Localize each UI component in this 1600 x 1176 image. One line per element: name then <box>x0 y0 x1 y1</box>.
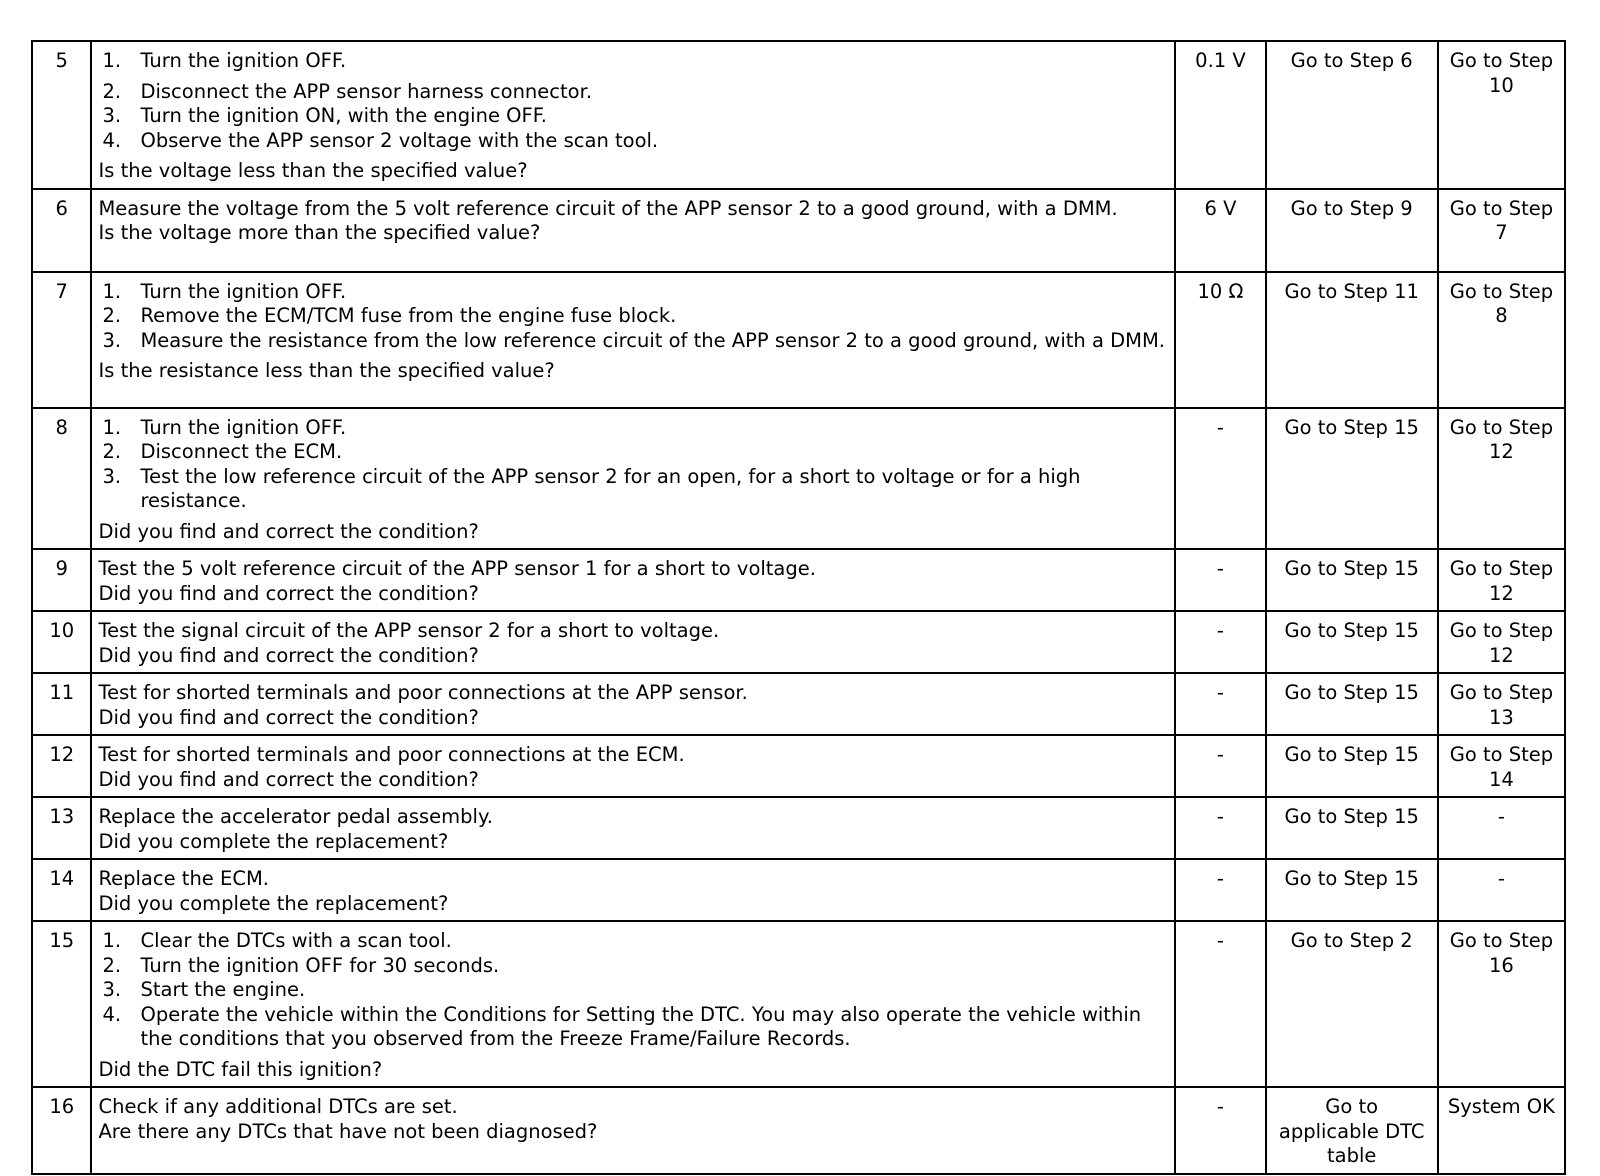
list-item: 3. Measure the resistance from the low reference circuit of the APP sensor 2 to a good ground, with a DMM. <box>102 328 1165 352</box>
step-number: 11 <box>32 673 91 735</box>
action-cell <box>91 272 1175 408</box>
action-cell <box>91 921 1175 1087</box>
yes-cell: Go to Step 15 <box>1266 549 1438 611</box>
action-cell <box>91 549 1175 611</box>
no-cell: - <box>1438 797 1565 859</box>
table-row <box>32 611 1565 673</box>
no-cell: Go to Step 8 <box>1438 272 1565 408</box>
no-cell: - <box>1438 859 1565 921</box>
step-number: 6 <box>32 189 91 272</box>
table-row <box>32 41 1565 189</box>
yes-cell: Go to Step 11 <box>1266 272 1438 408</box>
action-cell <box>91 408 1175 550</box>
table-row <box>32 921 1565 1087</box>
question: Did you find and correct the condition? <box>98 519 479 543</box>
list-item: 4. Operate the vehicle within the Conditions for Setting the DTC. You may also operate the vehicle within the conditions that you observed from the Freeze Frame/Failure Records. <box>102 1002 1142 1050</box>
action-text: Replace the ECM. <box>98 867 269 890</box>
action-text: Test the signal circuit of the APP sensor 2 for a short to voltage. <box>98 619 720 642</box>
action-cell <box>91 1087 1175 1174</box>
list-item: 3. Start the engine. <box>102 978 306 1001</box>
list-item: 2. Turn the ignition OFF for 30 seconds. <box>102 953 500 977</box>
value-cell: - <box>1175 673 1265 735</box>
value-cell: 0.1 V <box>1175 41 1265 189</box>
list-item: 1. Clear the DTCs with a scan tool. <box>102 929 452 952</box>
question: Did you complete the replacement? <box>98 829 449 853</box>
value-cell: 10 Ω <box>1175 272 1265 408</box>
action-cell <box>91 41 1175 189</box>
no-cell: Go to Step 13 <box>1438 673 1565 735</box>
yes-cell: Go to Step 15 <box>1266 735 1438 797</box>
action-cell <box>91 673 1175 735</box>
diagnostic-table <box>31 40 1566 1175</box>
step-number: 10 <box>32 611 91 673</box>
action-text: Check if any additional DTCs are set. <box>98 1095 458 1118</box>
action-cell <box>91 797 1175 859</box>
table-row <box>32 408 1565 550</box>
table-row <box>32 272 1565 408</box>
action-cell <box>91 189 1175 272</box>
no-cell: Go to Step 12 <box>1438 549 1565 611</box>
value-cell: - <box>1175 549 1265 611</box>
question: Did the DTC fail this ignition? <box>98 1057 383 1081</box>
question: Did you find and correct the condition? <box>98 581 479 605</box>
yes-cell: Go to Step 15 <box>1266 859 1438 921</box>
yes-cell: Go to Step 15 <box>1266 797 1438 859</box>
action-cell <box>91 611 1175 673</box>
table-row <box>32 797 1565 859</box>
question: Did you find and correct the condition? <box>98 767 479 791</box>
question: Did you complete the replacement? <box>98 891 449 915</box>
list-item: 3. Turn the ignition ON, with the engine OFF. <box>102 104 547 127</box>
list-item: 1. Turn the ignition OFF. <box>102 415 347 439</box>
step-number: 14 <box>32 859 91 921</box>
step-number: 13 <box>32 797 91 859</box>
no-cell: Go to Step 16 <box>1438 921 1565 1087</box>
no-cell: Go to Step 12 <box>1438 408 1565 550</box>
no-cell: Go to Step 12 <box>1438 611 1565 673</box>
question: Did you find and correct the condition? <box>98 643 479 667</box>
question: Did you find and correct the condition? <box>98 705 479 729</box>
no-cell: Go to Step 7 <box>1438 189 1565 272</box>
table-row <box>32 735 1565 797</box>
table-row <box>32 673 1565 735</box>
value-cell: 6 V <box>1175 189 1265 272</box>
value-cell: - <box>1175 797 1265 859</box>
list-item: 2. Disconnect the ECM. <box>102 440 343 463</box>
list-item: 1. Turn the ignition OFF. <box>102 279 347 303</box>
step-number: 5 <box>32 41 91 189</box>
list-item: 2. Remove the ECM/TCM fuse from the engine fuse block. <box>102 304 677 327</box>
value-cell: - <box>1175 921 1265 1087</box>
yes-cell: Go to Step 15 <box>1266 408 1438 550</box>
question: Are there any DTCs that have not been diagnosed? <box>98 1119 598 1143</box>
action-cell <box>91 859 1175 921</box>
action-text: Test for shorted terminals and poor connections at the ECM. <box>98 743 685 766</box>
table-row <box>32 189 1565 272</box>
action-text: Test the 5 volt reference circuit of the APP sensor 1 for a short to voltage. <box>98 557 816 580</box>
step-number: 12 <box>32 735 91 797</box>
value-cell: - <box>1175 735 1265 797</box>
no-cell: Go to Step 10 <box>1438 41 1565 189</box>
list-item: 4. Observe the APP sensor 2 voltage with the scan tool. <box>102 128 659 152</box>
yes-cell: Go to Step 15 <box>1266 673 1438 735</box>
table-row <box>32 549 1565 611</box>
yes-cell: Go to Step 9 <box>1266 189 1438 272</box>
step-number: 16 <box>32 1087 91 1174</box>
value-cell: - <box>1175 1087 1265 1174</box>
yes-cell: Go to Step 15 <box>1266 611 1438 673</box>
yes-cell: Go to Step 6 <box>1266 41 1438 189</box>
table-row <box>32 1087 1565 1174</box>
list-item: 3. Test the low reference circuit of the APP sensor 2 for an open, for a short to voltage or for a high resistance. <box>102 464 1081 512</box>
step-number: 15 <box>32 921 91 1087</box>
step-number: 9 <box>32 549 91 611</box>
value-cell: - <box>1175 859 1265 921</box>
yes-cell: Go to Step 2 <box>1266 921 1438 1087</box>
table-row <box>32 859 1565 921</box>
list-item: 2. Disconnect the APP sensor harness connector. <box>102 79 593 103</box>
question: Is the voltage less than the specified value? <box>98 159 528 182</box>
step-number: 8 <box>32 408 91 550</box>
no-cell: Go to Step 14 <box>1438 735 1565 797</box>
yes-cell: Go to applicable DTC table <box>1266 1087 1438 1174</box>
question: Is the resistance less than the specified value? <box>98 359 555 382</box>
action-text: Replace the accelerator pedal assembly. <box>98 805 493 828</box>
value-cell: - <box>1175 611 1265 673</box>
action-text: Test for shorted terminals and poor connections at the APP sensor. <box>98 681 748 704</box>
question: Is the voltage more than the specified value? <box>98 221 541 244</box>
no-cell: System OK <box>1438 1087 1565 1174</box>
step-number: 7 <box>32 272 91 408</box>
list-item: 1. Turn the ignition OFF. <box>102 49 347 72</box>
action-cell <box>91 735 1175 797</box>
value-cell: - <box>1175 408 1265 550</box>
action-text: Measure the voltage from the 5 volt reference circuit of the APP sensor 2 to a good ground, with a DMM. <box>98 196 1118 220</box>
